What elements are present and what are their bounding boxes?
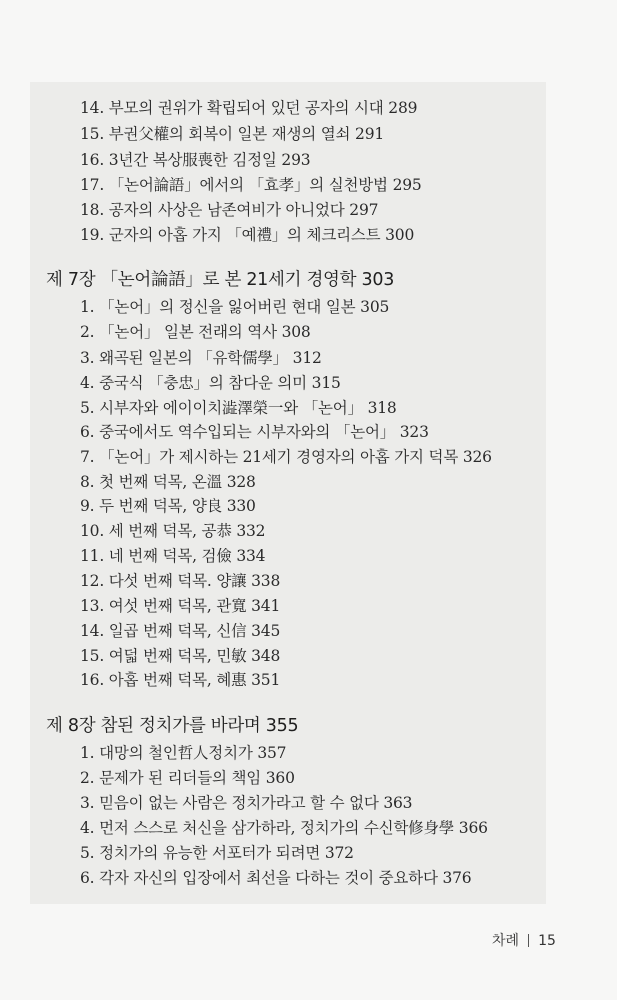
toc-entry[interactable]: 14. 부모의 권위가 확립되어 있던 공자의 시대 289 [80, 99, 418, 117]
toc-entry[interactable]: 14. 일곱 번째 덕목, 신信 345 [80, 622, 281, 640]
toc-entry[interactable]: 15. 부권父權의 회복이 일본 재생의 열쇠 291 [80, 125, 385, 143]
toc-entry[interactable]: 13. 여섯 번째 덕목, 관寬 341 [80, 597, 281, 615]
chapter-7-heading[interactable]: 제 7장 「논어論語」로 본 21세기 경영학 303 [46, 270, 395, 290]
toc-entry[interactable]: 1. 대망의 철인哲人정치가 357 [80, 744, 287, 762]
toc-entry[interactable]: 2. 「논어」 일본 전래의 역사 308 [80, 323, 311, 341]
toc-entry[interactable]: 9. 두 번째 덕목, 양良 330 [80, 497, 256, 515]
toc-entry[interactable]: 7. 「논어」가 제시하는 21세기 경영자의 아홉 가지 덕목 326 [80, 448, 492, 466]
toc-entry[interactable]: 1. 「논어」의 정신을 잃어버린 현대 일본 305 [80, 298, 390, 316]
toc-entry[interactable]: 15. 여덟 번째 덕목, 민敏 348 [80, 647, 281, 665]
toc-entry[interactable]: 5. 정치가의 유능한 서포터가 되려면 372 [80, 844, 354, 862]
footer-section-label: 차례 [492, 933, 520, 949]
toc-entry[interactable]: 17. 「논어論語」에서의 「효孝」의 실천방법 295 [80, 176, 422, 194]
toc-entry[interactable]: 4. 중국식 「충忠」의 참다운 의미 315 [80, 374, 341, 392]
toc-entry[interactable]: 8. 첫 번째 덕목, 온溫 328 [80, 473, 256, 491]
toc-entry[interactable]: 4. 먼저 스스로 처신을 삼가하라, 정치가의 수신학修身學 366 [80, 819, 488, 837]
toc-entry[interactable]: 10. 세 번째 덕목, 공恭 332 [80, 522, 266, 540]
toc-entry[interactable]: 6. 각자 자신의 입장에서 최선을 다하는 것이 중요하다 376 [80, 869, 472, 887]
footer-divider [528, 934, 529, 947]
page-number: 15 [538, 933, 556, 949]
page-footer [492, 930, 556, 950]
toc-entry[interactable]: 6. 중국에서도 역수입되는 시부자와의 「논어」 323 [80, 423, 429, 441]
chapter-8-heading[interactable]: 제 8장 참된 정치가를 바라며 355 [46, 716, 299, 736]
toc-entry[interactable]: 11. 네 번째 덕목, 검儉 334 [80, 547, 266, 565]
toc-entry[interactable]: 12. 다섯 번째 덕목. 양讓 338 [80, 572, 281, 590]
toc-entry[interactable]: 2. 문제가 된 리더들의 책임 360 [80, 769, 295, 787]
toc-entry[interactable]: 16. 3년간 복상服喪한 김정일 293 [80, 151, 311, 169]
toc-entry[interactable]: 5. 시부자와 에이이치澁澤榮一와 「논어」 318 [80, 399, 397, 417]
toc-entry[interactable]: 19. 군자의 아홉 가지 「예禮」의 체크리스트 300 [80, 226, 415, 244]
toc-entry[interactable]: 18. 공자의 사상은 남존여비가 아니었다 297 [80, 201, 379, 219]
toc-entry[interactable]: 16. 아홉 번째 덕목, 혜惠 351 [80, 671, 281, 689]
toc-entry[interactable]: 3. 왜곡된 일본의 「유학儒學」 312 [80, 349, 322, 367]
toc-entry[interactable]: 3. 믿음이 없는 사람은 정치가라고 할 수 없다 363 [80, 794, 413, 812]
